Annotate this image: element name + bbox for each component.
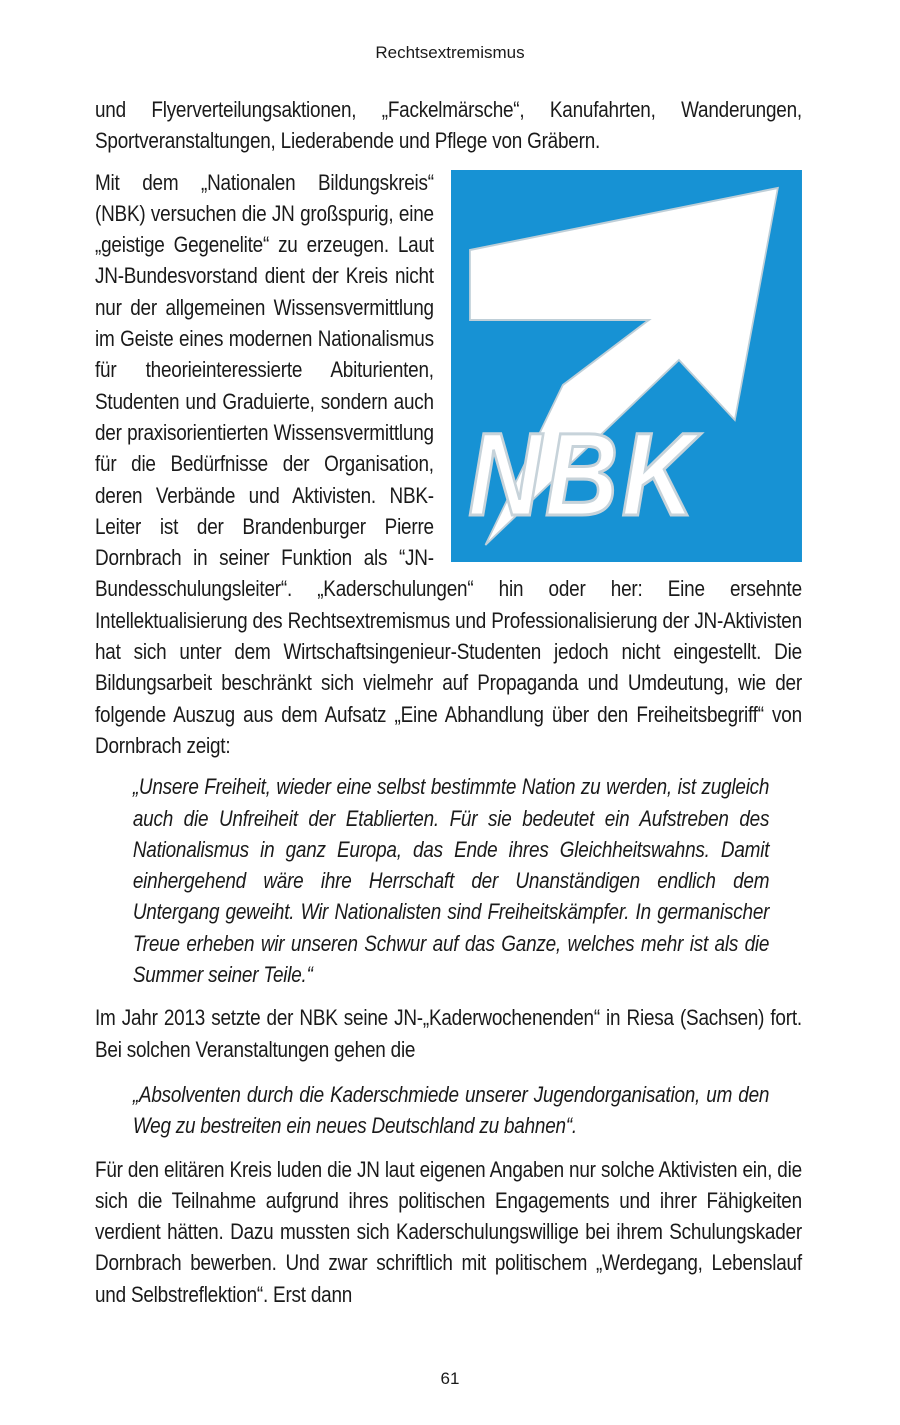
paragraph-4: Für den elitären Kreis luden die JN laut eigenen Angaben nur solche Aktivisten ein, die sich die Teilnahme aufgrund ihres politischen Engagements und ihrer Fähigkeiten verdient hätten. Dazu mussten sich Kaderschulungswillige bei ihrem Schulungskader Dornbrach bewerben. Und zwar schriftlich mit politischem „Werdegang, Lebenslauf und Selbstreflektion“. Erst dann bbox=[95, 1156, 802, 1307]
body-text bbox=[95, 94, 802, 1320]
running-header: Rechtsextremismus bbox=[375, 43, 525, 62]
page-number: 61 bbox=[440, 1369, 460, 1388]
nbk-logo bbox=[451, 170, 802, 562]
logo-letters: NBK bbox=[468, 408, 699, 541]
quote-1: „Unsere Freiheit, wieder eine selbst bestimmte Nation zu werden, ist zugleich auch die Unfreiheit der Etablierten. Für sie bedeutet ein Aufstreben des Nationalismus in ganz Europa, das Ende ihres Gleichheitswahns. Damit einhergehend wäre ihre Herrschaft der Unanständigen endlich dem Untergang geweiht. Wir Nationalisten sind Freiheitskämpfer. In germanischer Treue erheben wir unseren Schwur auf das Ganze, welches mehr ist als die Summer seiner Teile.“ bbox=[132, 774, 770, 988]
paragraph-1: und Flyerverteilungsaktionen, „Fackelmärsche“, Kanufahrten, Wanderungen, Sportveranstaltungen, Liederabende und Pflege von Gräbern. bbox=[95, 97, 802, 154]
paragraph-3: Im Jahr 2013 setzte der NBK seine JN-„Kaderwochenenden“ in Riesa (Sachsen) fort. Bei solchen Veranstaltungen gehen die bbox=[95, 1005, 802, 1062]
nbk-logo-graphic bbox=[451, 170, 802, 562]
quote-2: „Absolventen durch die Kaderschmiede unserer Jugendorganisation, um den Weg zu bestreiten ein neues Deutschland zu bahnen“. bbox=[132, 1081, 770, 1139]
paragraph-2: Mit dem „Nationalen Bildungskreis“ (NBK) versuchen die JN großspurig, eine „geistige Gegenelite“ zu erzeugen. Laut JN-Bundesvorstand dient der Kreis nicht nur der allgemeinen Wissensvermittlung im Geiste eines modernen Nationalismus für theorieinteressierte Abiturienten, Studenten und Graduierte, sondern auch der praxisorientierten Wissensvermittlung für die Bedürfnisse der Organisation, deren Verbände und Aktivisten. NBK-Leiter ist der Brandenburger Pierre Dornbrach in seiner Funktion als “JN-Bundesschulungsleiter“. „Kaderschulungen“ hin oder her: Eine ersehnte Intellektualisierung des Rechtsextremismus und Professionalisierung der JN-Aktivisten hat sich unter dem Wirtschaftsingenieur-Studenten jedoch nicht eingestellt. Die Bildungsarbeit beschränkt sich vielmehr auf Propaganda und Umdeutung, wie der folgende Auszug aus dem Aufsatz „Eine Abhandlung über den Freiheitsbegriff“ von Dornbrach zeigt: bbox=[95, 169, 802, 758]
